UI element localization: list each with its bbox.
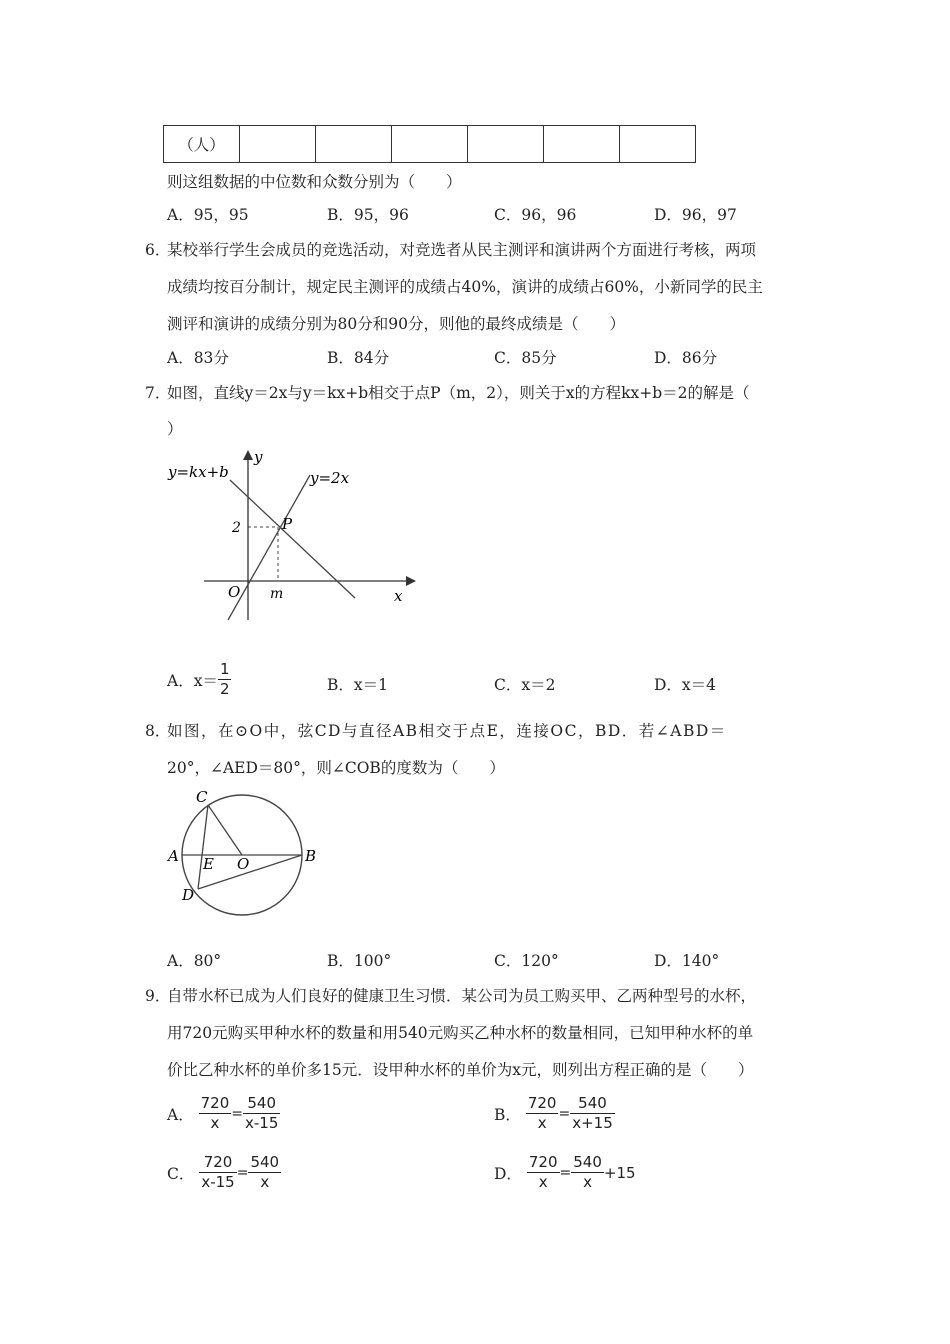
label-o: O [237,855,250,873]
q9-option-d [494,1153,636,1192]
q9-number: 9． [145,987,171,1005]
label-a: A [168,847,179,865]
q8-option-c: C．120° [494,952,559,970]
fraction-one-half [218,660,232,699]
label-c: C [196,788,208,806]
q7-option-d: D．x＝4 [654,676,717,694]
label-d: D [182,886,195,904]
numerator: 720 [200,1094,230,1112]
q6-line-2: 成绩均按百分制计，规定民主测评的成绩占40%，演讲的成绩占60%，小新同学的民主 [167,278,763,296]
fraction-left [526,1094,559,1133]
label-tick-m: m [270,586,284,602]
q6-option-d: D．86分 [654,349,718,367]
table-cell-people: （人） [164,126,240,163]
q8-option-a: A．80° [167,952,222,970]
q8-circle-figure [162,785,327,920]
q7-line-1: 如图，直线y＝2x与y＝kx+b相交于点P（m，2），则关于x的方程kx+b＝2的解是（ [167,384,750,402]
numerator: 540 [570,1094,615,1114]
option-label: D． [494,1164,522,1183]
q7-option-b: B．x＝1 [327,676,388,694]
q8-line-2: 20°，∠AED＝80°，则∠COB的度数为（ ） [167,759,505,777]
numerator: 720 [527,1094,557,1112]
q8-line-1: 如图，在⊙O中，弦CD与直径AB相交于点E，连接OC，BD．若∠ABD＝ [167,722,727,740]
equals-sign: = [231,1105,244,1122]
numerator: 540 [250,1153,280,1171]
q6-line-1: 某校举行学生会成员的竞选活动，对竞选者从民主测评和演讲两个方面进行考核，两项 [167,241,757,259]
q6-option-c: C．85分 [494,349,557,367]
denominator: x-15 [245,1114,279,1132]
q7-option-a-prefix: A．x＝ [167,671,218,690]
table-row [164,126,696,163]
q5-stem: 则这组数据的中位数和众数分别为（ ） [167,173,462,191]
q8-option-b: B．100° [327,952,392,970]
numerator: 540 [243,1094,280,1114]
q9-option-a [167,1094,280,1133]
segment-oc [208,805,242,855]
table-cell [468,126,544,163]
denominator: x-15 [201,1173,235,1191]
fraction-left [199,1153,236,1192]
numerator: 540 [573,1153,602,1171]
q8-option-d: D．140° [654,952,720,970]
table-cell [544,126,620,163]
label-point-p: P [282,515,293,533]
fraction-right [570,1094,615,1133]
table-cell [240,126,316,163]
option-label: A． [167,1105,194,1124]
plus-fifteen: +15 [603,1163,636,1182]
x-axis-arrow [406,576,416,586]
fraction-denominator: 2 [219,680,230,698]
y-axis-arrow [243,450,253,460]
q5-option-c: C．96，96 [494,206,577,224]
q9-line-2: 用720元购买甲种水杯的数量和用540元购买乙种水杯的数量相同，已知甲种水杯的单 [167,1024,754,1042]
numerator: 720 [528,1153,558,1171]
chord-cd [198,805,208,889]
frequency-table [163,125,696,163]
denominator: x [583,1173,593,1191]
label-y-axis: y [254,448,263,466]
fraction-right [248,1153,281,1192]
q8-number: 8． [145,722,171,740]
label-y-2x: y=2x [310,469,350,487]
q7-number: 7． [145,384,171,402]
option-label: C． [167,1164,195,1183]
table-cell [316,126,392,163]
denominator: x [537,1114,547,1132]
q5-option-b: B．95，96 [327,206,409,224]
fraction-left [199,1094,232,1133]
equals-sign: = [236,1164,249,1181]
q5-option-d: D．96，97 [654,206,737,224]
denominator: x [260,1173,270,1191]
numerator: 720 [199,1153,236,1173]
option-label: B． [494,1105,521,1124]
table-cell [392,126,468,163]
q9-line-1: 自带水杯已成为人们良好的健康卫生习惯．某公司为员工购买甲、乙两种型号的水杯， [167,987,757,1005]
q9-option-c [167,1153,281,1192]
denominator: x [538,1173,548,1191]
label-b: B [305,847,317,865]
denominator: x [210,1114,220,1132]
q7-option-a [167,660,231,699]
q6-option-a: A．83分 [167,349,229,367]
label-e: E [203,855,214,873]
equals-sign: = [558,1105,571,1122]
q9-option-b [494,1094,615,1133]
q9-line-3: 价比乙种水杯的单价多15元．设甲种水杯的单价为x元，则列出方程正确的是（ ） [167,1061,754,1079]
label-x-axis: x [394,587,403,605]
label-y-kx-b: y=kx+b [168,463,229,481]
q6-option-b: B．84分 [327,349,390,367]
denominator: x+15 [572,1114,613,1132]
fraction-right [571,1153,604,1192]
label-origin: O [228,583,241,601]
fraction-left [527,1153,560,1192]
equals-sign: = [559,1164,572,1181]
fraction-numerator: 1 [219,660,230,678]
q7-graph [160,445,420,630]
table-cell [620,126,696,163]
q6-number: 6． [145,241,171,259]
fraction-right [243,1094,280,1133]
q7-option-c: C．x＝2 [494,676,556,694]
q7-line-2: ） [167,420,183,438]
label-tick-2: 2 [232,520,241,536]
line-y-kx-b [230,480,355,598]
q5-option-a: A．95，95 [167,206,249,224]
q6-line-3: 测评和演讲的成绩分别为80分和90分，则他的最终成绩是（ ） [167,315,625,333]
